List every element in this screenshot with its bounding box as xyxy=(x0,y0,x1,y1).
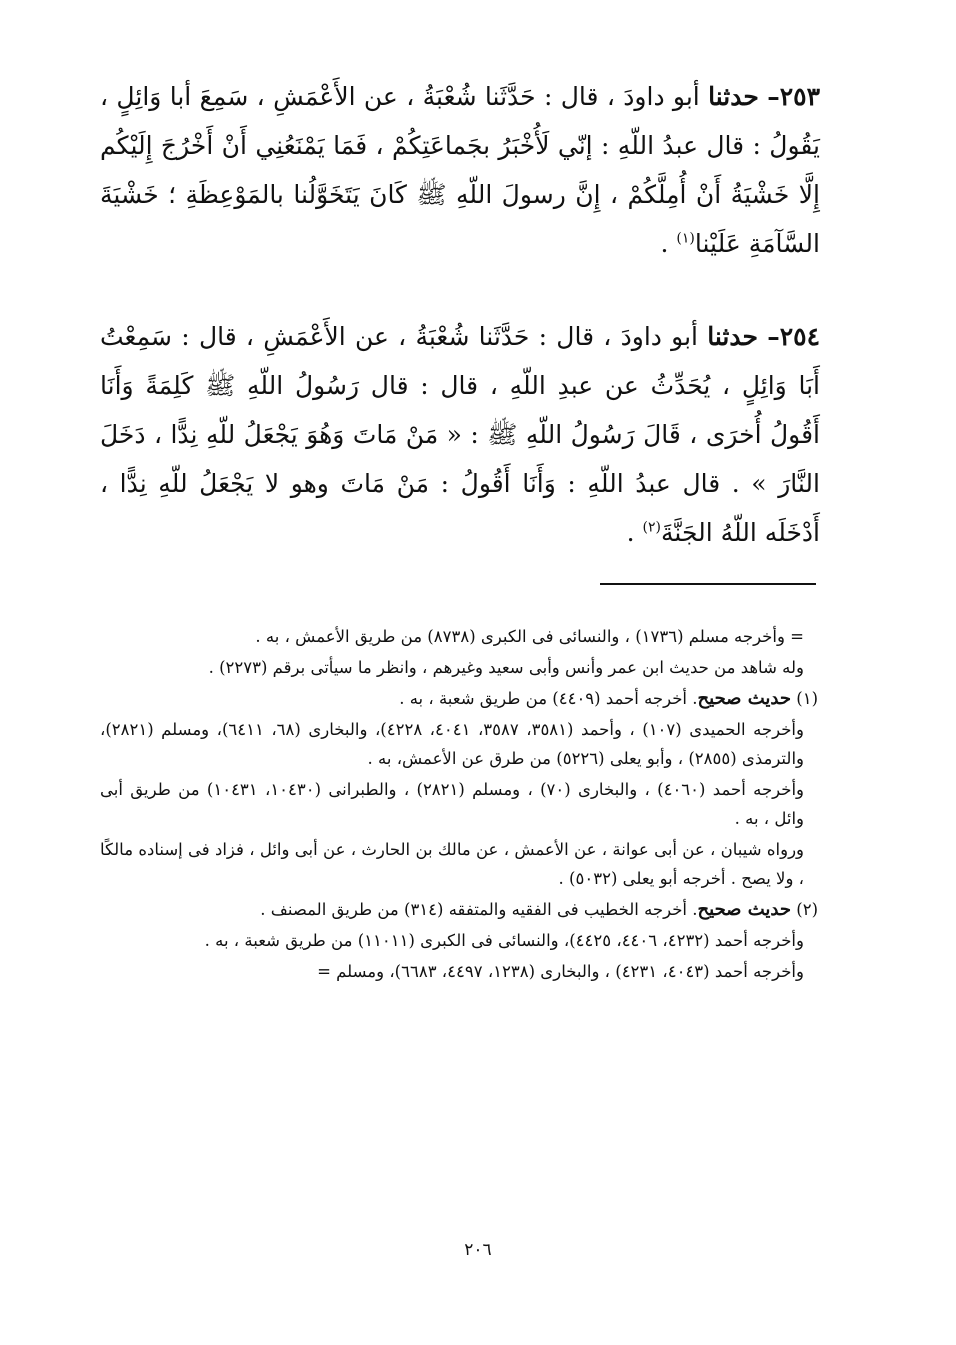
footnote-1-paragraph: وأخرجه أحمد (٤٠٦٠) ، والبخارى (٧٠) ، ومسلم (٢٨٢١) ، والطبرانى (١٠٤٣٠، ١٠٤٣١) من طريق أبى وائل ، به . xyxy=(100,780,805,828)
hadith-253 xyxy=(100,72,820,268)
footnotes xyxy=(100,622,818,988)
footnote-2-paragraph: وأخرجه أحمد (٤٢٣٢، ٤٤٠٦، ٤٤٢٥)، والنسائى فى الكبرى (١١٠١١) من طريق شعبة ، به . xyxy=(204,931,804,950)
footnote-2-paragraph: وأخرجه أحمد (٤٠٤٣، ٤٢٣١) ، والبخارى (١٢٣٨، ٤٤٩٧، ٦٦٨٣)، ومسلم = xyxy=(317,962,804,981)
footnote-label: (١) xyxy=(796,689,818,708)
hadith-end-mark: . xyxy=(626,518,643,547)
hadith-end-mark: . xyxy=(660,229,677,258)
hadith-lead-word: حدثنا xyxy=(708,82,759,111)
hadith-text: أبو داودَ ، قال : حَدَّثَنا شُعْبَةُ ، عن الأَعْمَشِ ، قال : سَمِعْتُ أَبَا وَائِلٍ ، يُحَدِّثُ عن عبدِ اللّهِ ، قال : قال رَسُولُ اللّهِ ﷺ كَلِمَةً وَأَنَا أَقُولُ أُخرَى ، قَالَ رَسُولُ اللّهِ ﷺ : « مَنْ مَاتَ وَهُوَ يَجْعَلُ للّهِ نِدًّا ، دَخَلَ النَّارَ » . قال عبدُ اللّهِ : وَأَنَا أَقُولُ : مَنْ مَاتَ وهو لا يَجْعَلُ للّهِ نِدًّا ، أَدْخَلَه اللّهُ الجَنَّةَ xyxy=(100,322,820,547)
footnote-continuation: وله شاهد من حديث ابن عمر وأنس وأبى سعيد وغيرهم ، وانظر ما سيأتى برقم (٢٢٧٣) . xyxy=(208,658,804,677)
footnote-1-paragraph: وأخرجه الحميدى (١٠٧) ، وأحمد (٣٥٨١، ٣٥٨٧، ٤٠٤١، ٤٢٢٨)، والبخارى (٦٨، ٦٤١١)، ومسلم (٢٨٢١)، والترمذى (٢٨٥٥) ، وأبو يعلى (٥٢٢٦) من طرق عن الأعمش، به . xyxy=(100,720,804,768)
hadith-number: ٢٥٣– xyxy=(767,82,821,111)
footnote-1-paragraph: ورواه شيبان ، عن أبى عوانة ، عن الأعمش ، عن مالك بن الحارث ، عن أبى وائل ، فزاد فى إسناده مالكًا ، ولا يصح . أخرجه أبو يعلى (٥٠٣٢) . xyxy=(100,840,804,888)
footnote-verdict: حديث صحيح xyxy=(697,688,791,709)
footnote-1 xyxy=(100,684,818,713)
footnote-separator xyxy=(600,583,816,585)
hadith-number: ٢٥٤– xyxy=(767,322,821,351)
footnote-ref-1: (١) xyxy=(676,230,695,247)
hadith-text: أبو داودَ ، قال : حَدَّثَنا شُعْبَةُ ، عن الأَعْمَشِ ، سَمِعَ أبا وَائِلٍ ، يَقُولُ : قال عبدُ اللّهِ : إنّي لَأُخْبَرُ بجَماعَتِكُمْ ، فَمَا يَمْنَعُنِي أَنْ أَخْرُجَ إِلَيْكُم إِلَّا خَشْيَةُ أَنْ أُمِلَّكُمْ ، إِنَّ رسولَ اللّهِ ﷺ كَانَ يَتَخَوَّلُنا بالمَوْعِظَةِ ؛ خَشْيَةَ السَّآمَةِ عَلَيْنا xyxy=(100,82,820,258)
footnote-label: (٢) xyxy=(796,900,818,919)
footnote-2 xyxy=(100,895,818,924)
footnote-text: . أخرجه أحمد (٤٤٠٩) من طريق شعبة ، به . xyxy=(399,689,698,708)
footnote-text: . أخرجه الخطيب فى الفقيه والمتفقه (٣١٤) من طريق المصنف . xyxy=(260,900,698,919)
page-number: ٢٠٦ xyxy=(464,1240,492,1260)
footnote-verdict: حديث صحيح xyxy=(697,899,791,920)
footnote-continuation: = وأخرجه مسلم (١٧٣٦) ، والنسائى فى الكبرى (٨٧٣٨) من طريق الأعمش ، به . xyxy=(255,627,804,646)
footnote-ref-2: (٢) xyxy=(642,519,661,536)
hadith-254 xyxy=(100,312,820,557)
hadith-lead-word: حدثنا xyxy=(707,322,758,351)
